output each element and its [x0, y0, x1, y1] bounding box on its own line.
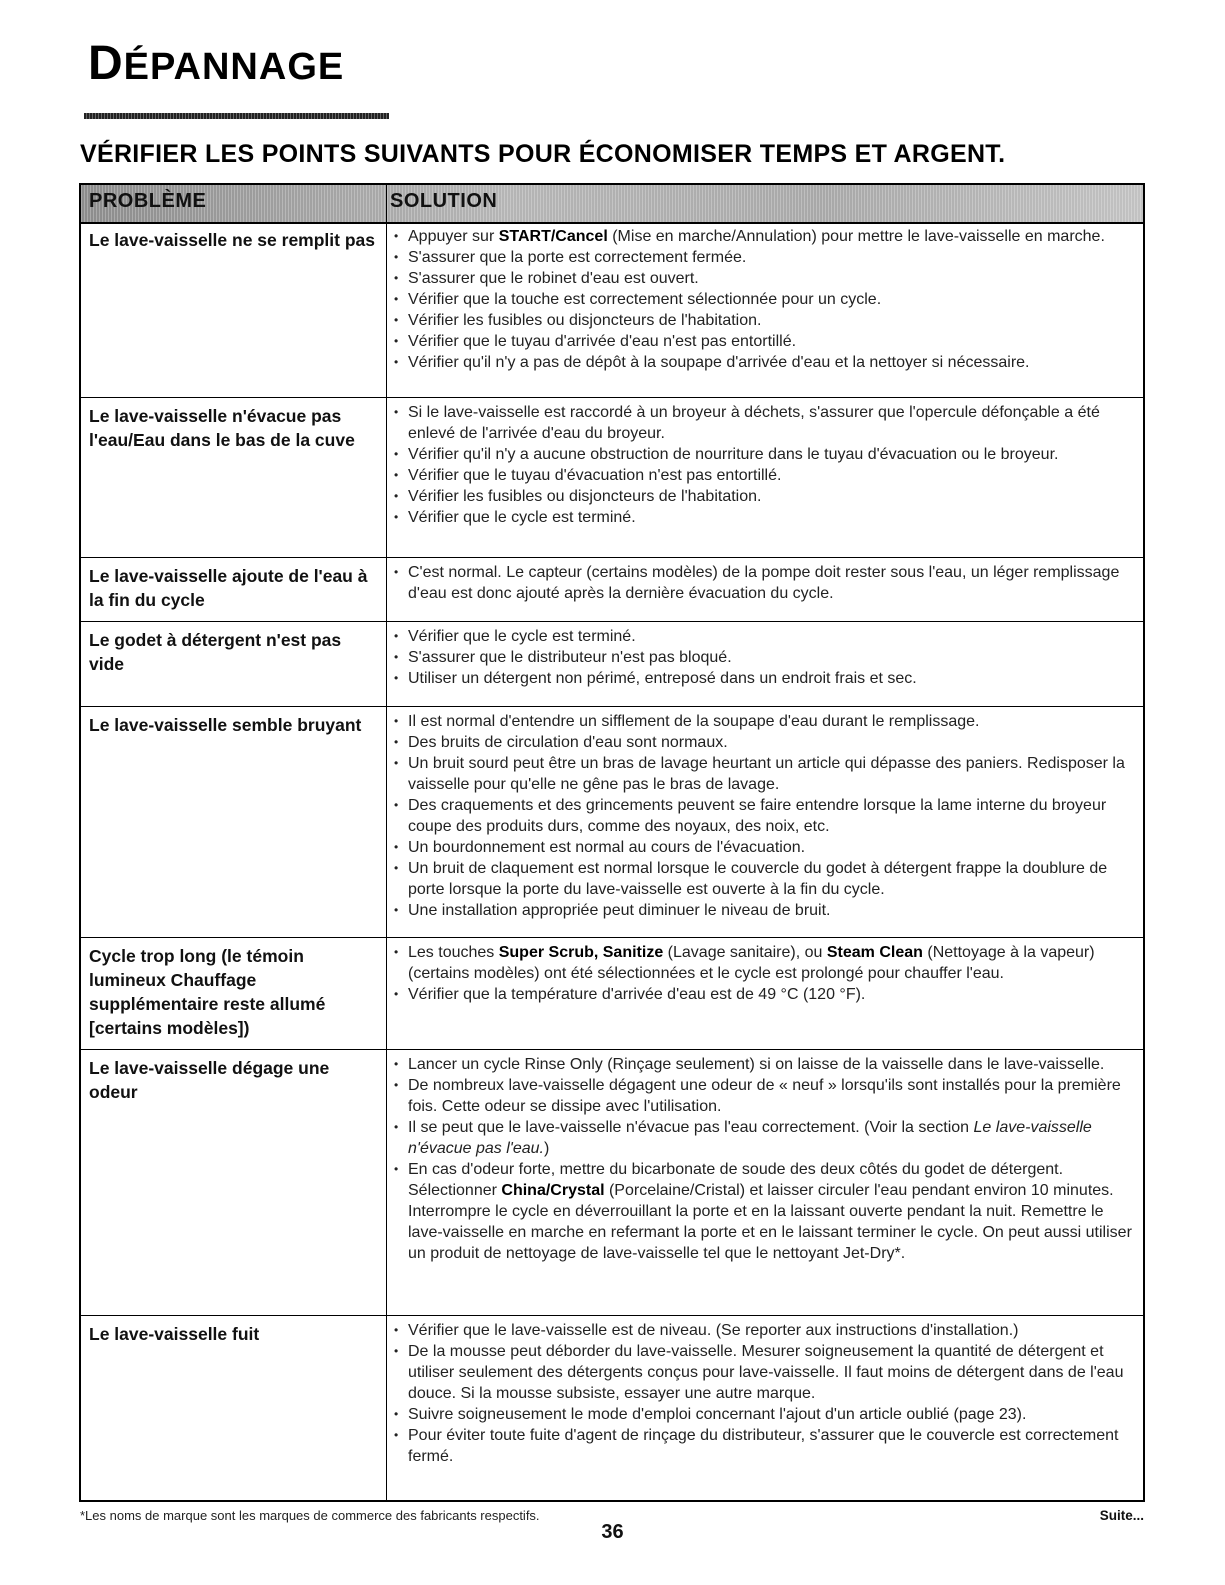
solution-item — [394, 732, 1139, 753]
solution-text: S'assurer que le distributeur n'est pas bloqué. — [408, 649, 732, 666]
solution-item — [394, 310, 1139, 331]
solution-key-label: China/Crystal — [501, 1182, 605, 1199]
column-header-problem: PROBLÈME — [89, 190, 207, 212]
problem-cell: Le lave-vaisselle dégage une odeur — [89, 1058, 330, 1102]
solution-item — [394, 1075, 1139, 1117]
solution-item — [394, 900, 1139, 921]
solution-item — [394, 795, 1139, 837]
solution-item — [394, 1320, 1139, 1341]
solution-list — [394, 626, 1139, 689]
solution-item — [394, 1425, 1139, 1467]
table-row — [81, 707, 1143, 938]
solution-text: Les touches — [408, 944, 499, 961]
solution-text: S'assurer que le robinet d'eau est ouvert. — [408, 270, 699, 287]
page-title-initial: D — [88, 37, 124, 90]
solution-item — [394, 402, 1139, 444]
problem-cell: Le lave-vaisselle ne se remplit pas — [89, 230, 375, 250]
solution-item — [394, 226, 1139, 247]
table-row — [81, 938, 1143, 1050]
solution-text: En cas d'odeur forte, mettre du bicarbonate de soude des deux côtés du godet de détergent. Sélectionner — [408, 1161, 1064, 1199]
solution-text: Vérifier que le cycle est terminé. — [408, 628, 636, 645]
solution-item — [394, 942, 1139, 984]
problem-cell: Cycle trop long (le témoin lumineux Chauffage supplémentaire reste allumé [certains modèles]) — [89, 946, 326, 1038]
problem-cell: Le godet à détergent n'est pas vide — [89, 630, 342, 674]
table-row — [81, 1050, 1143, 1316]
solution-key-label: Steam Clean — [826, 944, 923, 961]
solution-item — [394, 647, 1139, 668]
solution-text: Vérifier que la température d'arrivée d'eau est de 49 °C (120 °F). — [408, 986, 866, 1003]
table-row — [81, 398, 1143, 558]
solution-text: Vérifier les fusibles ou disjoncteurs de l'habitation. — [408, 312, 762, 329]
solution-text: Vérifier que le cycle est terminé. — [408, 509, 636, 526]
solution-item — [394, 1054, 1139, 1075]
solution-reference: Le lave-vaisselle n'évacue pas l'eau. — [408, 1119, 1092, 1157]
title-underline — [84, 113, 389, 119]
table-row — [81, 1316, 1143, 1502]
solution-text: Suivre soigneusement le mode d'emploi concernant l'ajout d'un article oublié (page 23). — [408, 1406, 1027, 1423]
problem-cell: Le lave-vaisselle n'évacue pas l'eau/Eau dans le bas de la cuve — [89, 406, 355, 450]
table-row — [81, 558, 1143, 622]
solution-text: Vérifier qu'il n'y a aucune obstruction de nourriture dans le tuyau d'évacuation ou le broyeur. — [408, 446, 1059, 463]
solution-text: Vérifier les fusibles ou disjoncteurs de l'habitation. — [408, 488, 762, 505]
solution-item — [394, 289, 1139, 310]
solution-text: (Porcelaine/Cristal) et laisser circuler l'eau pendant environ 10 minutes. Interrompre le cycle en déverrouillant la porte et en la laissant ouverte pendant la nuit. Remettre le lave-vaisselle en marche en refermant la porte et en le laissant terminer le cycle. On peut aussi utiliser un produit de nettoyage de lave-vaisselle tel que le nettoyant Jet-Dry*. — [408, 1182, 1132, 1262]
solution-item — [394, 465, 1139, 486]
solution-list — [394, 1320, 1139, 1467]
solution-text: Un bruit sourd peut être un bras de lavage heurtant un article qui dépasse des paniers. Redisposer la vaisselle pour qu'elle ne gêne pas le bras de lavage. — [408, 755, 1125, 793]
troubleshooting-table — [79, 183, 1145, 1502]
solution-text: Une installation appropriée peut diminuer le niveau de bruit. — [408, 902, 831, 919]
solution-text: Utiliser un détergent non périmé, entreposé dans un endroit frais et sec. — [408, 670, 917, 687]
continued-label: Suite... — [1099, 1508, 1144, 1523]
solution-item — [394, 507, 1139, 528]
solution-text: S'assurer que la porte est correctement fermée. — [408, 249, 747, 266]
solution-text: De nombreux lave-vaisselle dégagent une odeur de « neuf » lorsqu'ils sont installés pour la première fois. Cette odeur se dissipe avec l'utilisation. — [408, 1077, 1121, 1115]
solution-item — [394, 1404, 1139, 1425]
solution-text: (Mise en marche/Annulation) pour mettre le lave-vaisselle en marche. — [607, 228, 1105, 245]
solution-text: Un bruit de claquement est normal lorsque le couvercle du godet à détergent frappe la doublure de porte lorsque la porte du lave-vaisselle est ouverte à la fin du cycle. — [408, 860, 1108, 898]
table-header — [81, 185, 1143, 224]
solution-text: Des bruits de circulation d'eau sont normaux. — [408, 734, 728, 751]
solution-text: Vérifier que le tuyau d'arrivée d'eau n'est pas entortillé. — [408, 333, 797, 350]
solution-text: Si le lave-vaisselle est raccordé à un broyeur à déchets, s'assurer que l'opercule défonçable a été enlevé de l'arrivée d'eau du broyeur. — [408, 404, 1100, 442]
solution-item — [394, 247, 1139, 268]
solution-key-label: START/Cancel — [498, 228, 608, 245]
table-row — [81, 622, 1143, 707]
solution-text: Un bourdonnement est normal au cours de l'évacuation. — [408, 839, 806, 856]
solution-text: Il est normal d'entendre un sifflement de la soupape d'eau durant le remplissage. — [408, 713, 980, 730]
solution-item — [394, 626, 1139, 647]
solution-item — [394, 444, 1139, 465]
page-number: 36 — [601, 1521, 624, 1543]
solution-item — [394, 562, 1139, 604]
solution-text: Il se peut que le lave-vaisselle n'évacue pas l'eau correctement. (Voir la section — [408, 1119, 974, 1136]
page-subtitle: VÉRIFIER LES POINTS SUIVANTS POUR ÉCONOMISER TEMPS ET ARGENT. — [80, 140, 1006, 168]
problem-cell: Le lave-vaisselle fuit — [89, 1324, 260, 1344]
solution-list — [394, 942, 1139, 1005]
solution-item — [394, 753, 1139, 795]
page-title-rest: ÉPANNAGE — [123, 46, 345, 88]
solution-text: Vérifier que le lave-vaisselle est de niveau. (Se reporter aux instructions d'installation.) — [408, 1322, 1019, 1339]
solution-item — [394, 1117, 1139, 1159]
solution-item — [394, 984, 1139, 1005]
solution-item — [394, 331, 1139, 352]
solution-item — [394, 486, 1139, 507]
table-row — [81, 222, 1143, 398]
solution-list — [394, 402, 1139, 528]
solution-text: Pour éviter toute fuite d'agent de rinçage du distributeur, s'assurer que le couvercle est correctement fermé. — [408, 1427, 1119, 1465]
solution-item — [394, 1341, 1139, 1404]
solution-text: Lancer un cycle Rinse Only (Rinçage seulement) si on laisse de la vaisselle dans le lave-vaisselle. — [408, 1056, 1105, 1073]
problem-cell: Le lave-vaisselle ajoute de l'eau à la fin du cycle — [89, 566, 368, 610]
solution-text: (Lavage sanitaire), ou — [663, 944, 827, 961]
solution-text: Des craquements et des grincements peuvent se faire entendre lorsque la lame interne du broyeur coupe des produits durs, comme des noyaux, des noix, etc. — [408, 797, 1107, 835]
solution-text: Vérifier que la touche est correctement sélectionnée pour un cycle. — [408, 291, 882, 308]
problem-cell: Le lave-vaisselle semble bruyant — [89, 715, 362, 735]
solution-item — [394, 858, 1139, 900]
solution-text: ) — [543, 1140, 550, 1157]
solution-list — [394, 1054, 1139, 1264]
solution-text: C'est normal. Le capteur (certains modèles) de la pompe doit rester sous l'eau, un léger remplissage d'eau est donc ajouté après la dernière évacuation du cycle. — [408, 564, 1120, 602]
solution-list — [394, 562, 1139, 604]
page-title — [88, 37, 345, 90]
solution-list — [394, 711, 1139, 921]
solution-item — [394, 668, 1139, 689]
solution-item — [394, 837, 1139, 858]
solution-item — [394, 1159, 1139, 1264]
solution-list — [394, 226, 1139, 373]
solution-item — [394, 711, 1139, 732]
solution-key-label: Super Scrub, Sanitize — [498, 944, 664, 961]
solution-text: Vérifier que le tuyau d'évacuation n'est pas entortillé. — [408, 467, 782, 484]
column-header-solution: SOLUTION — [390, 190, 498, 212]
solution-text: Appuyer sur — [408, 228, 499, 245]
solution-text: (Nettoyage à la vapeur) (certains modèles) ont été sélectionnées et le cycle est prolongé pour chauffer l'eau. — [408, 944, 1095, 982]
footnote: *Les noms de marque sont les marques de commerce des fabricants respectifs. — [80, 1508, 540, 1523]
solution-text: De la mousse peut déborder du lave-vaisselle. Mesurer soigneusement la quantité de détergent et utiliser seulement des détergents conçus pour lave-vaisselle. Il faut moins de détergent dans de l'eau douce. Si la mousse subsiste, essayer une autre marque. — [408, 1343, 1124, 1402]
solution-item — [394, 352, 1139, 373]
solution-text: Vérifier qu'il n'y a pas de dépôt à la soupape d'arrivée d'eau et la nettoyer si nécessaire. — [408, 354, 1030, 371]
solution-item — [394, 268, 1139, 289]
